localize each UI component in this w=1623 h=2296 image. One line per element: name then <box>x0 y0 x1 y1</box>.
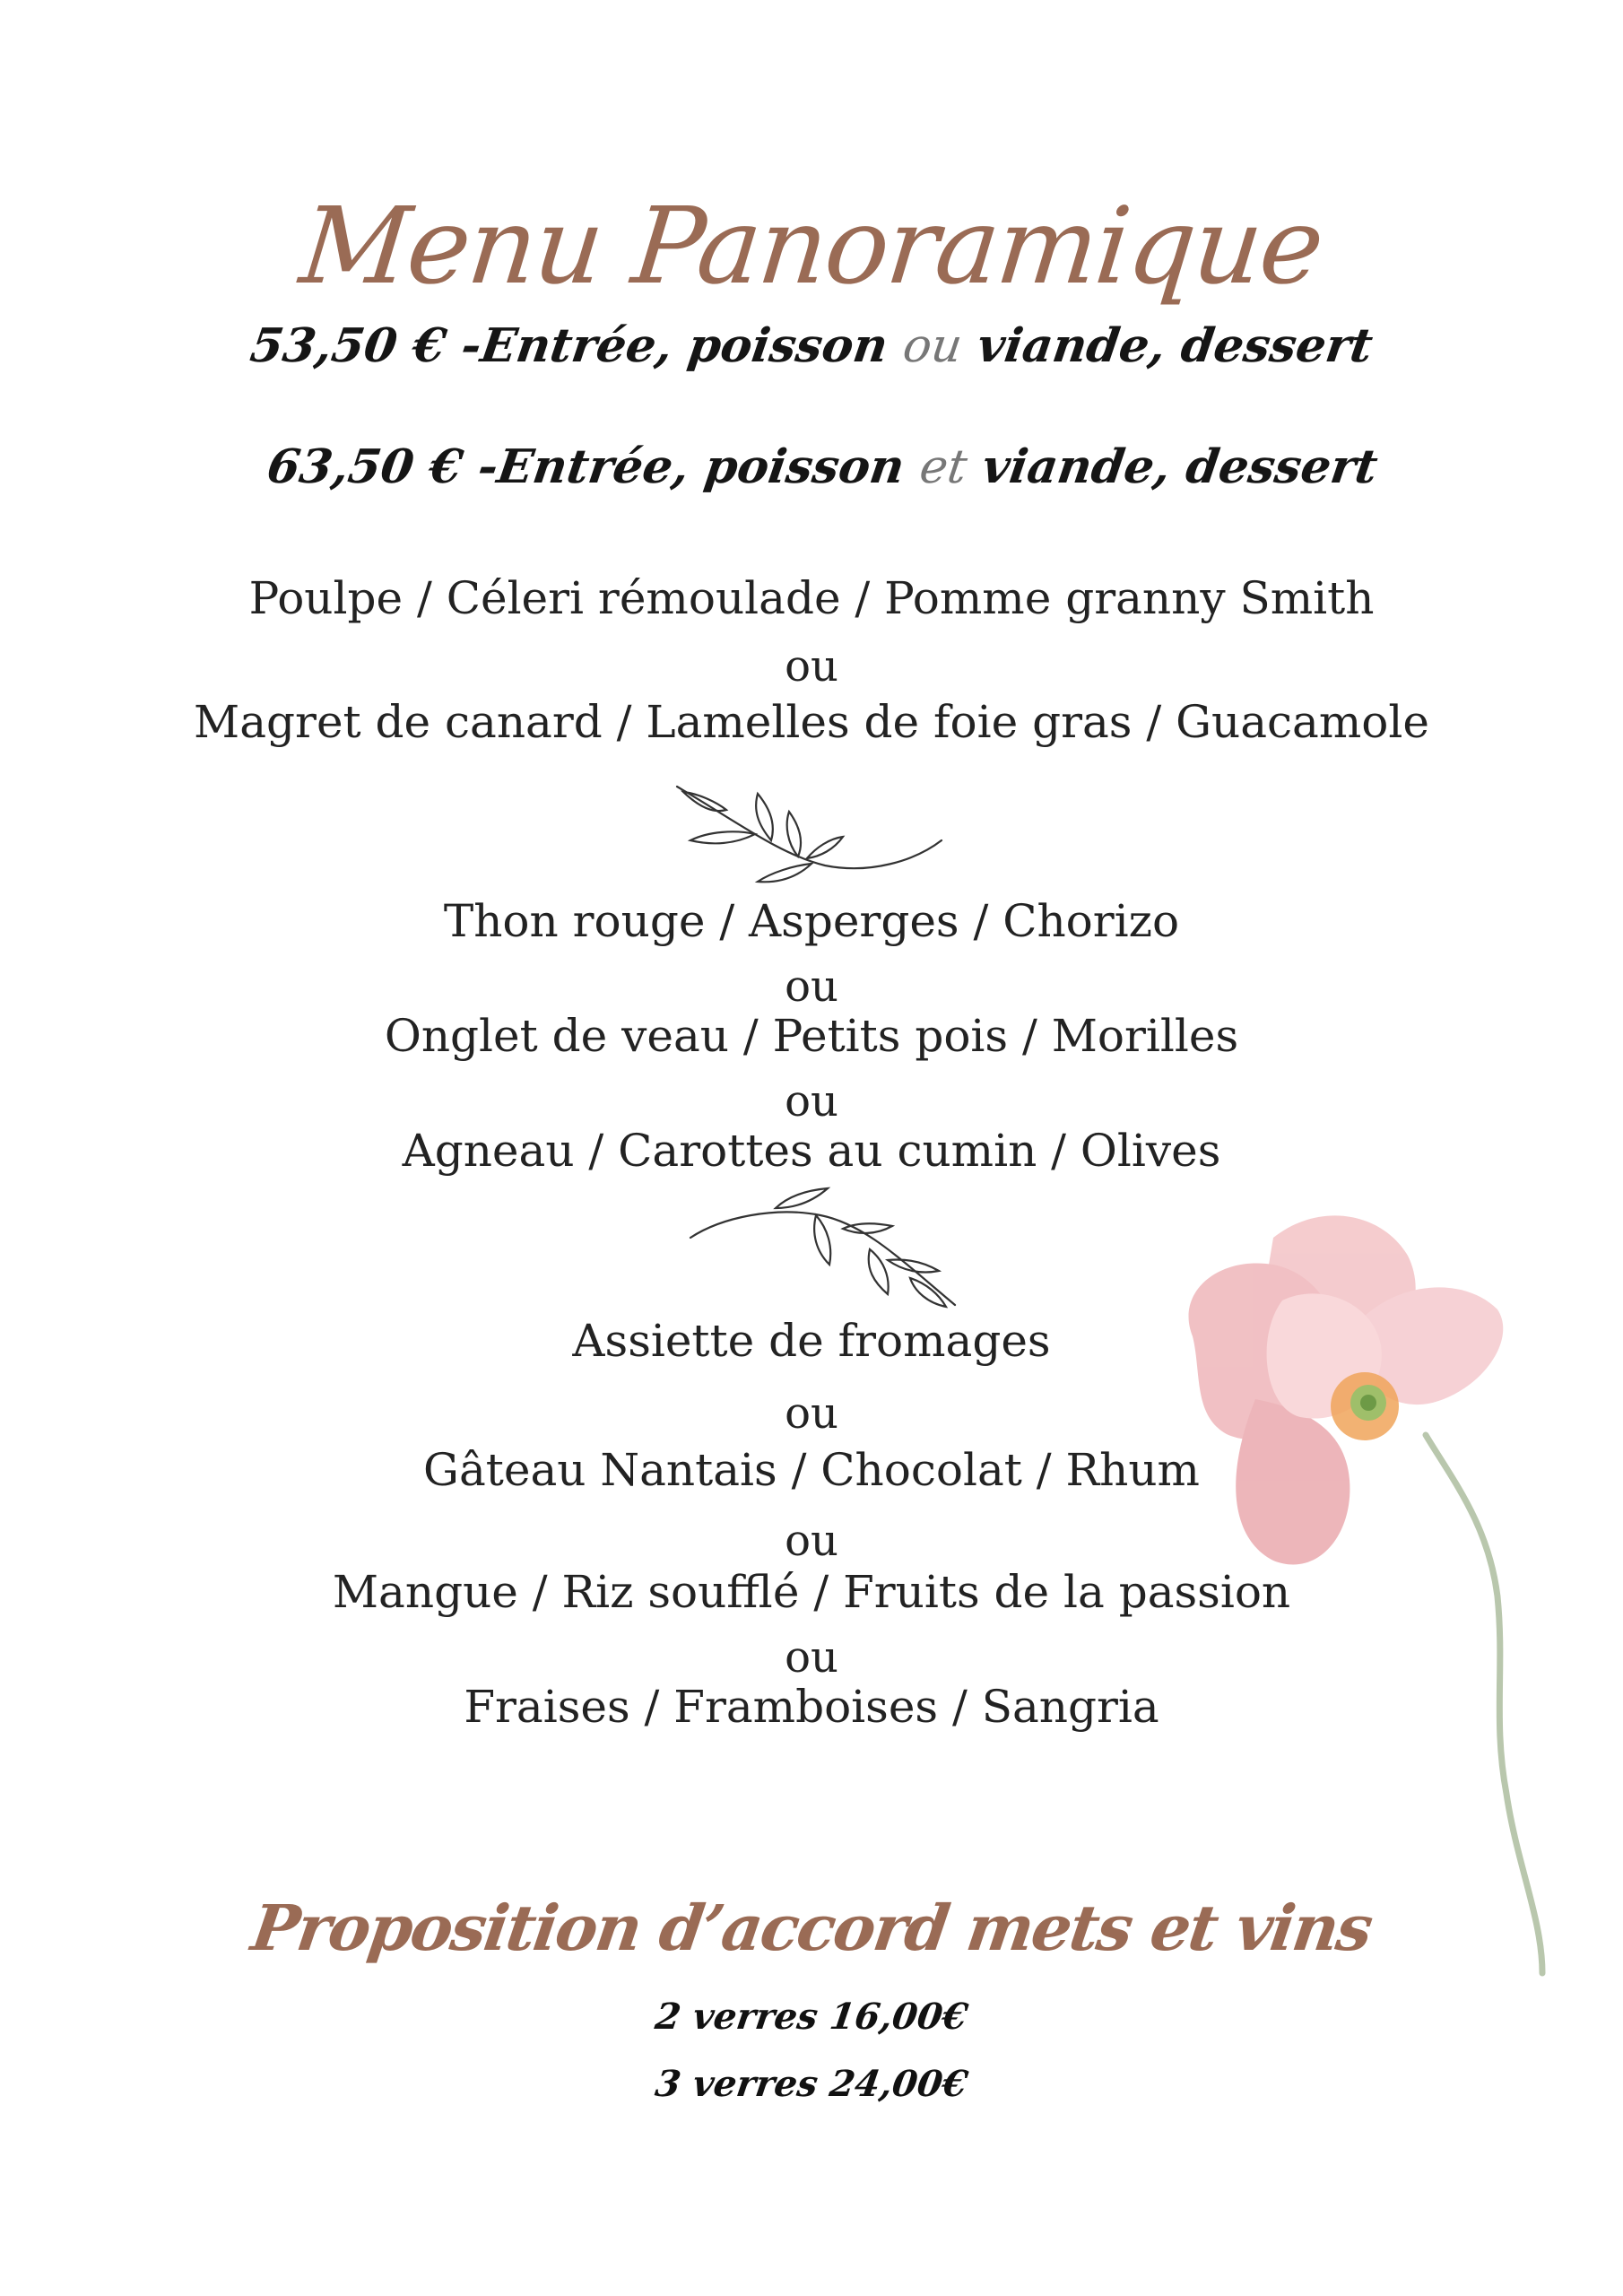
offer-text-rest: viande, dessert <box>974 318 1376 373</box>
dessert-item: Assiette de fromages <box>572 1315 1051 1367</box>
leaf-branch-divider-icon <box>673 767 950 883</box>
main-item: Agneau / Carottes au cumin / Olives <box>402 1125 1221 1177</box>
wine-pairing-title: Proposition d’accord mets et vins <box>247 1891 1376 1965</box>
wine-option: 2 verres 16,00€ <box>652 1996 971 2038</box>
starter-item: Magret de canard / Lamelles de foie gras / Guacamole <box>194 696 1429 748</box>
dessert-item: Gâteau Nantais / Chocolat / Rhum <box>423 1444 1200 1496</box>
or-separator: ou <box>785 641 838 691</box>
main-item: Thon rouge / Asperges / Chorizo <box>443 895 1180 947</box>
offer-4-courses <box>7 439 1623 494</box>
offer-separator: et <box>916 440 971 494</box>
starter-item: Poulpe / Céleri rémoulade / Pomme granny Smith <box>248 572 1375 624</box>
main-item: Onglet de veau / Petits pois / Morilles <box>384 1010 1239 1062</box>
dessert-item: Fraises / Framboises / Sangria <box>464 1681 1159 1733</box>
or-separator: ou <box>785 1632 838 1683</box>
poppy-flower-illustration <box>1166 1184 1542 1991</box>
offer-text: -Entrée, poisson <box>441 318 891 373</box>
offer-text: -Entrée, poisson <box>458 439 908 494</box>
menu-title: Menu Panoramique <box>295 184 1328 308</box>
or-separator: ou <box>785 1388 838 1439</box>
offer-text-rest: viande, dessert <box>978 439 1381 494</box>
or-separator: ou <box>785 1516 838 1566</box>
or-separator: ou <box>785 961 838 1012</box>
wine-option: 3 verres 24,00€ <box>652 2063 971 2105</box>
offer-separator: ou <box>899 319 966 373</box>
dessert-item: Mangue / Riz soufflé / Fruits de la passion <box>332 1566 1291 1618</box>
offer-price: 63,50 € <box>264 439 466 494</box>
or-separator: ou <box>785 1076 838 1126</box>
offer-3-courses <box>0 318 1623 373</box>
leaf-branch-divider-icon <box>686 1188 964 1314</box>
offer-price: 53,50 € <box>247 318 450 373</box>
